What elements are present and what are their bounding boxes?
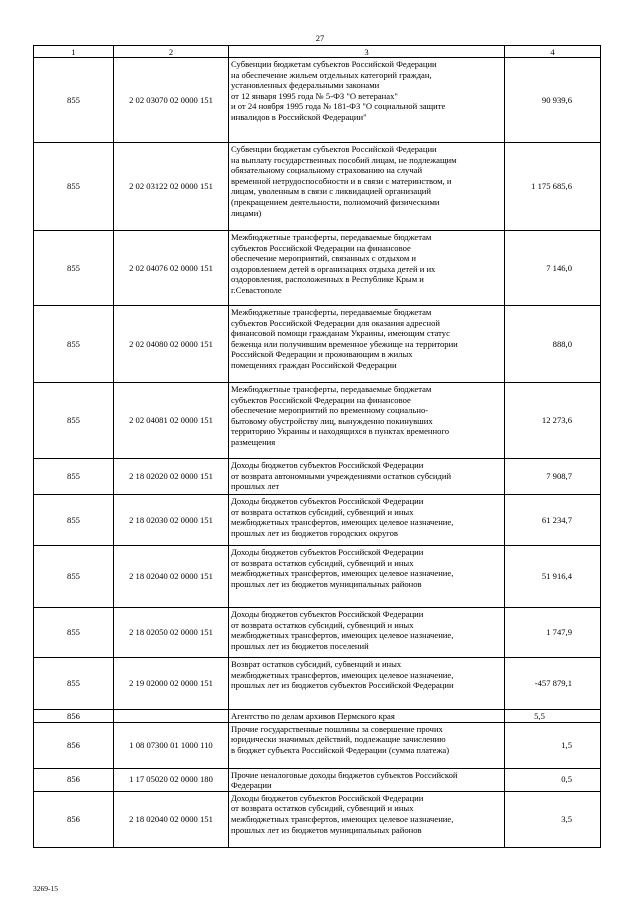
budget-code-cell: 2 02 03122 02 0000 151 [114,143,229,231]
admin-code-cell: 855 [34,459,114,495]
page-number: 27 [315,33,325,43]
revenue-name-cell: Доходы бюджетов субъектов Российской Федерации от возврата остатков субсидий, субвенций и иных межбюджетных трансфертов, имеющих целевое назначение, прошлых лет из бюджетов муниципальных районов [229,791,505,847]
revenue-name-cell: Субвенции бюджетам субъектов Российской Федерации на выплату государственных пособий лицам, не подлежащим обязательному социальному страхованию на случай временной нетрудоспособности и в связи с материнством, и лицам, уволенным в связи с ликвидацией организаций (прекращением деятельности, полномочий физическими лицами) [229,143,505,231]
admin-code-cell: 855 [34,608,114,658]
admin-code-cell: 855 [34,58,114,143]
revenue-name-cell: Доходы бюджетов субъектов Российской Федерации от возврата остатков субсидий, субвенций и иных межбюджетных трансфертов, имеющих целевое назначение, прошлых лет из бюджетов городских округов [229,495,505,546]
admin-code-cell: 856 [34,791,114,847]
revenue-name-cell: Межбюджетные трансферты, передаваемые бюджетам субъектов Российской Федерации для оказания адресной финансовой помощи гражданам Украины, имеющим статус беженца или получившим временное убежище на территории Российской Федерации и проживающим в жилых помещениях граждан Российской Федерации [229,306,505,383]
table-row [34,791,601,847]
amount-cell: -457 879,1 [505,658,601,710]
admin-code-cell: 855 [34,383,114,459]
admin-code-cell: 856 [34,710,114,723]
revenue-name-cell: Межбюджетные трансферты, передаваемые бюджетам субъектов Российской Федерации на финансовое обеспечение мероприятий, связанных с отдыхом и оздоровлением детей в организациях отдыха детей и их оздоровления, расположенных в Республике Крым и г.Севастополе [229,231,505,306]
table-header-row [34,46,601,58]
revenue-table [33,45,601,848]
admin-code-cell: 855 [34,306,114,383]
amount-cell: 1 747,9 [505,608,601,658]
header-col-1: 1 [34,46,114,58]
revenue-name-cell: Субвенции бюджетам субъектов Российской Федерации на обеспечение жильем отдельных категорий граждан, установленных федеральными законами от 12 января 1995 года № 5-ФЗ "О ветеранах" и от 24 ноября 1995 года № 181-ФЗ "О социальной защите инвалидов в Российской Федерации" [229,58,505,143]
budget-code-cell: 2 18 02020 02 0000 151 [114,459,229,495]
table-row [34,383,601,459]
admin-code-cell: 856 [34,722,114,768]
amount-cell: 5,5 [505,710,601,723]
revenue-name-cell: Доходы бюджетов субъектов Российской Федерации от возврата остатков субсидий, субвенций и иных межбюджетных трансфертов, имеющих целевое назначение, прошлых лет из бюджетов поселений [229,608,505,658]
revenue-name-cell: Прочие неналоговые доходы бюджетов субъектов Российской Федерации [229,768,505,791]
admin-code-cell: 855 [34,495,114,546]
budget-code-cell: 1 08 07300 01 1000 110 [114,722,229,768]
table-row [34,306,601,383]
amount-cell: 7 146,0 [505,231,601,306]
header-col-3: 3 [229,46,505,58]
admin-code-cell: 855 [34,231,114,306]
admin-code-cell: 856 [34,768,114,791]
table-row [34,710,601,723]
revenue-name-cell: Межбюджетные трансферты, передаваемые бюджетам субъектов Российской Федерации на финансовое обеспечение мероприятий по временному социально- бытовому обустройству лиц, вынужденно покинувших территорию Украины и находящихся в пунктах временного размещения [229,383,505,459]
amount-cell: 1,5 [505,722,601,768]
revenue-name-cell: Доходы бюджетов субъектов Российской Федерации от возврата автономными учреждениями остатков субсидий прошлых лет [229,459,505,495]
table-row [34,495,601,546]
amount-cell: 3,5 [505,791,601,847]
table-row [34,722,601,768]
amount-cell: 12 273,6 [505,383,601,459]
table-row [34,768,601,791]
revenue-name-cell: Возврат остатков субсидий, субвенций и иных межбюджетных трансфертов, имеющих целевое назначение, прошлых лет из бюджетов субъектов Российской Федерации [229,658,505,710]
budget-code-cell: 2 02 04081 02 0000 151 [114,383,229,459]
table-row [34,143,601,231]
header-col-4: 4 [505,46,601,58]
budget-code-cell: 2 18 02030 02 0000 151 [114,495,229,546]
table-row [34,459,601,495]
document-id: 3269-15 [33,884,58,893]
revenue-name-cell: Доходы бюджетов субъектов Российской Федерации от возврата остатков субсидий, субвенций и иных межбюджетных трансфертов, имеющих целевое назначение, прошлых лет из бюджетов муниципальных районов [229,546,505,608]
budget-code-cell: 2 18 02050 02 0000 151 [114,608,229,658]
table-row [34,546,601,608]
budget-code-cell: 1 17 05020 02 0000 180 [114,768,229,791]
admin-code-cell: 855 [34,143,114,231]
amount-cell: 7 908,7 [505,459,601,495]
revenue-name-cell: Прочие государственные пошлины за совершение прочих юридически значимых действий, подлежащие зачислению в бюджет субъекта Российской Федерации (сумма платежа) [229,722,505,768]
amount-cell: 61 234,7 [505,495,601,546]
budget-code-cell: 2 02 04076 02 0000 151 [114,231,229,306]
budget-code-cell: 2 02 04080 02 0000 151 [114,306,229,383]
budget-code-cell: 2 02 03070 02 0000 151 [114,58,229,143]
amount-cell: 1 175 685,6 [505,143,601,231]
table-row [34,58,601,143]
table-row [34,231,601,306]
budget-code-cell: 2 18 02040 02 0000 151 [114,791,229,847]
revenue-name-cell: Агентство по делам архивов Пермского края [229,710,505,723]
amount-cell: 90 939,6 [505,58,601,143]
budget-code-cell: 2 18 02040 02 0000 151 [114,546,229,608]
admin-code-cell: 855 [34,546,114,608]
table-row [34,658,601,710]
amount-cell: 51 916,4 [505,546,601,608]
header-col-2: 2 [114,46,229,58]
amount-cell: 888,0 [505,306,601,383]
amount-cell: 0,5 [505,768,601,791]
budget-code-cell: 2 19 02000 02 0000 151 [114,658,229,710]
admin-code-cell: 855 [34,658,114,710]
table-row [34,608,601,658]
budget-code-cell [114,710,229,723]
